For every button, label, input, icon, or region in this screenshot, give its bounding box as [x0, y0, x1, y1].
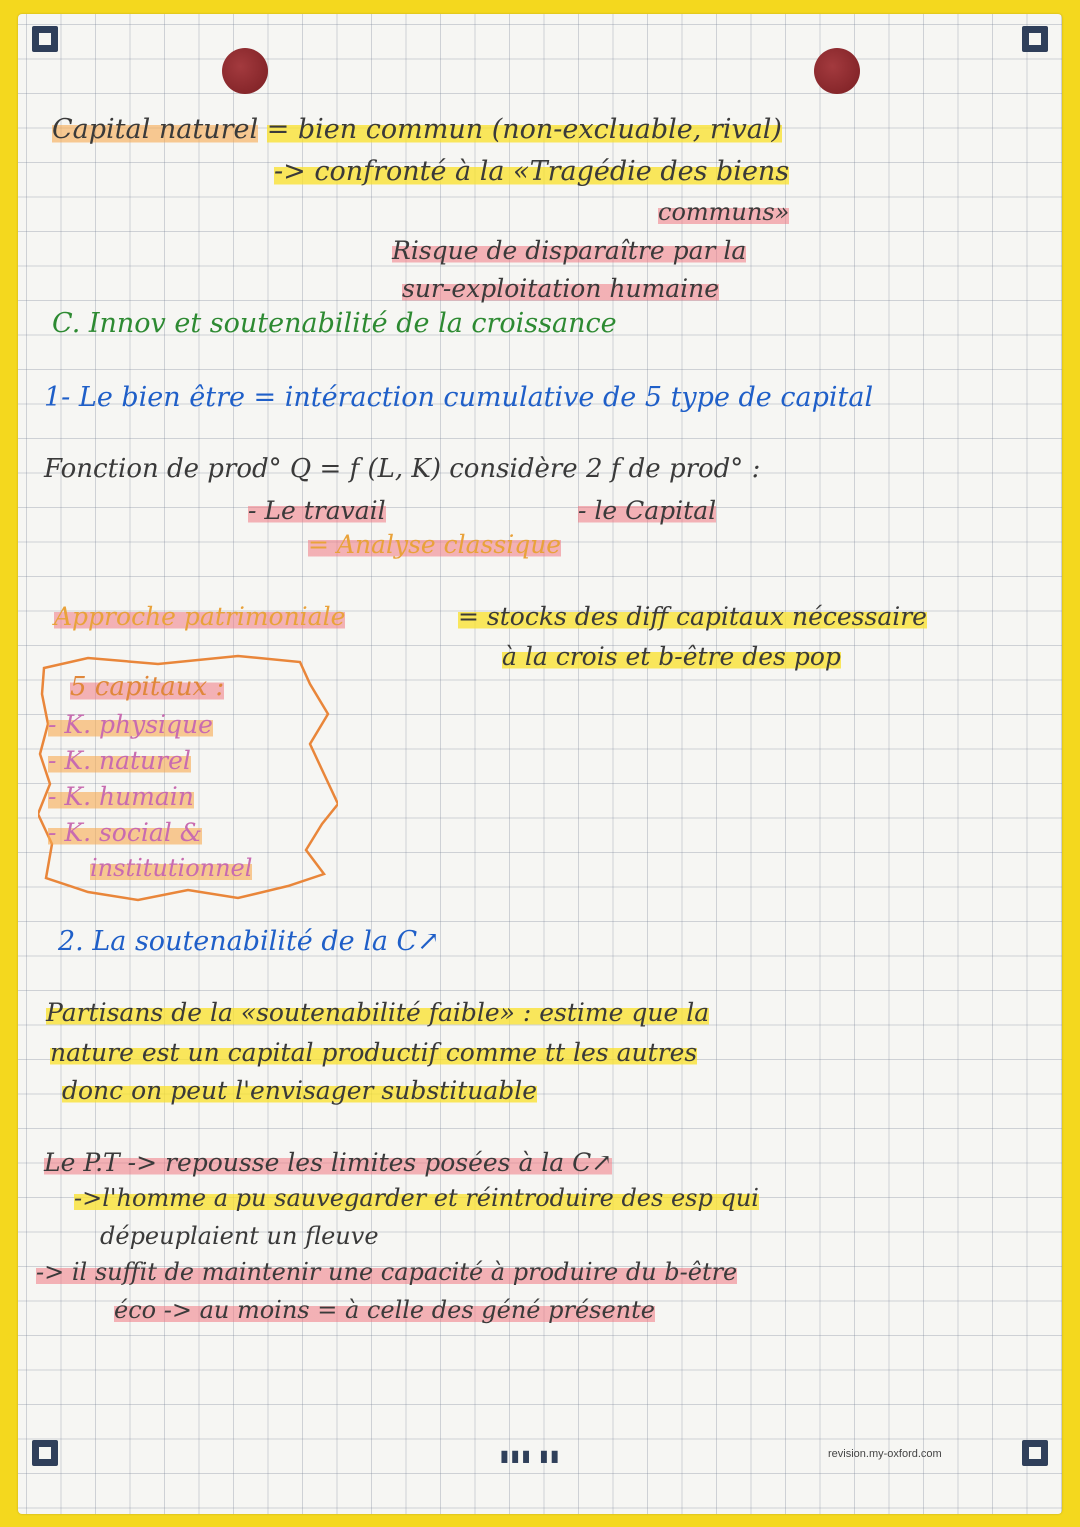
line-capital: - le Capital	[578, 496, 717, 525]
notebook-page	[18, 14, 1062, 1514]
line-tragedie: -> confronté à la «Tragédie des biens	[274, 156, 790, 187]
box-item-institutionnel: institutionnel	[90, 854, 253, 882]
line-analyse-classique: = Analyse classique	[308, 530, 562, 559]
box-item-humain: - K. humain	[48, 782, 194, 811]
heading-soutenabilite: 2. La soutenabilité de la C↗	[58, 926, 440, 957]
box-item-naturel: - K. naturel	[48, 746, 191, 775]
line-partisans: Partisans de la «soutenabilité faible» : estime que la	[46, 998, 710, 1027]
footer-marks: ▮▮▮ ▮▮	[500, 1446, 562, 1465]
line-communs: communs»	[658, 198, 790, 226]
footer-site: revision.my-oxford.com	[828, 1448, 942, 1460]
line-approche-patrimoniale: Approche patrimoniale	[54, 602, 346, 631]
line-substituable: donc on peut l'envisager substituable	[62, 1076, 538, 1105]
line-crois: à la crois et b-être des pop	[502, 642, 841, 671]
line-fonction-prod: Fonction de prod° Q = f (L, K) considère 2 f de prod° :	[44, 454, 761, 484]
line-homme: ->l'homme a pu sauvegarder et réintroduire des esp qui	[74, 1184, 759, 1212]
line-surexploitation: sur-exploitation humaine	[402, 274, 720, 303]
section-c-heading: C. Innov et soutenabilité de la croissance	[52, 308, 617, 339]
corner-mark-icon	[1022, 1440, 1048, 1466]
box-item-physique: - K. physique	[48, 710, 213, 739]
line-eco: éco -> au moins = à celle des géné présente	[114, 1296, 655, 1324]
binder-hole	[222, 48, 268, 94]
line-capital-naturel: Capital naturel = bien commun (non-excluable, rival)	[52, 114, 782, 145]
corner-mark-icon	[32, 26, 58, 52]
line-suffit: -> il suffit de maintenir une capacité à produire du b-être	[36, 1258, 738, 1286]
box-title: 5 capitaux :	[70, 672, 225, 702]
box-item-social: - K. social &	[48, 818, 202, 847]
corner-mark-icon	[32, 1440, 58, 1466]
heading-bien-etre: 1- Le bien être = intéraction cumulative de 5 type de capital	[44, 382, 874, 413]
line-pt: Le P.T -> repousse les limites posées à la C↗	[44, 1148, 613, 1177]
line-risque: Risque de disparaître par la	[392, 236, 747, 265]
binder-hole	[814, 48, 860, 94]
line-fleuve: dépeuplaient un fleuve	[100, 1222, 379, 1250]
line-stocks: = stocks des diff capitaux nécessaire	[458, 602, 927, 631]
line-nature: nature est un capital productif comme tt les autres	[50, 1038, 698, 1067]
line-travail: - Le travail	[248, 496, 386, 525]
corner-mark-icon	[1022, 26, 1048, 52]
